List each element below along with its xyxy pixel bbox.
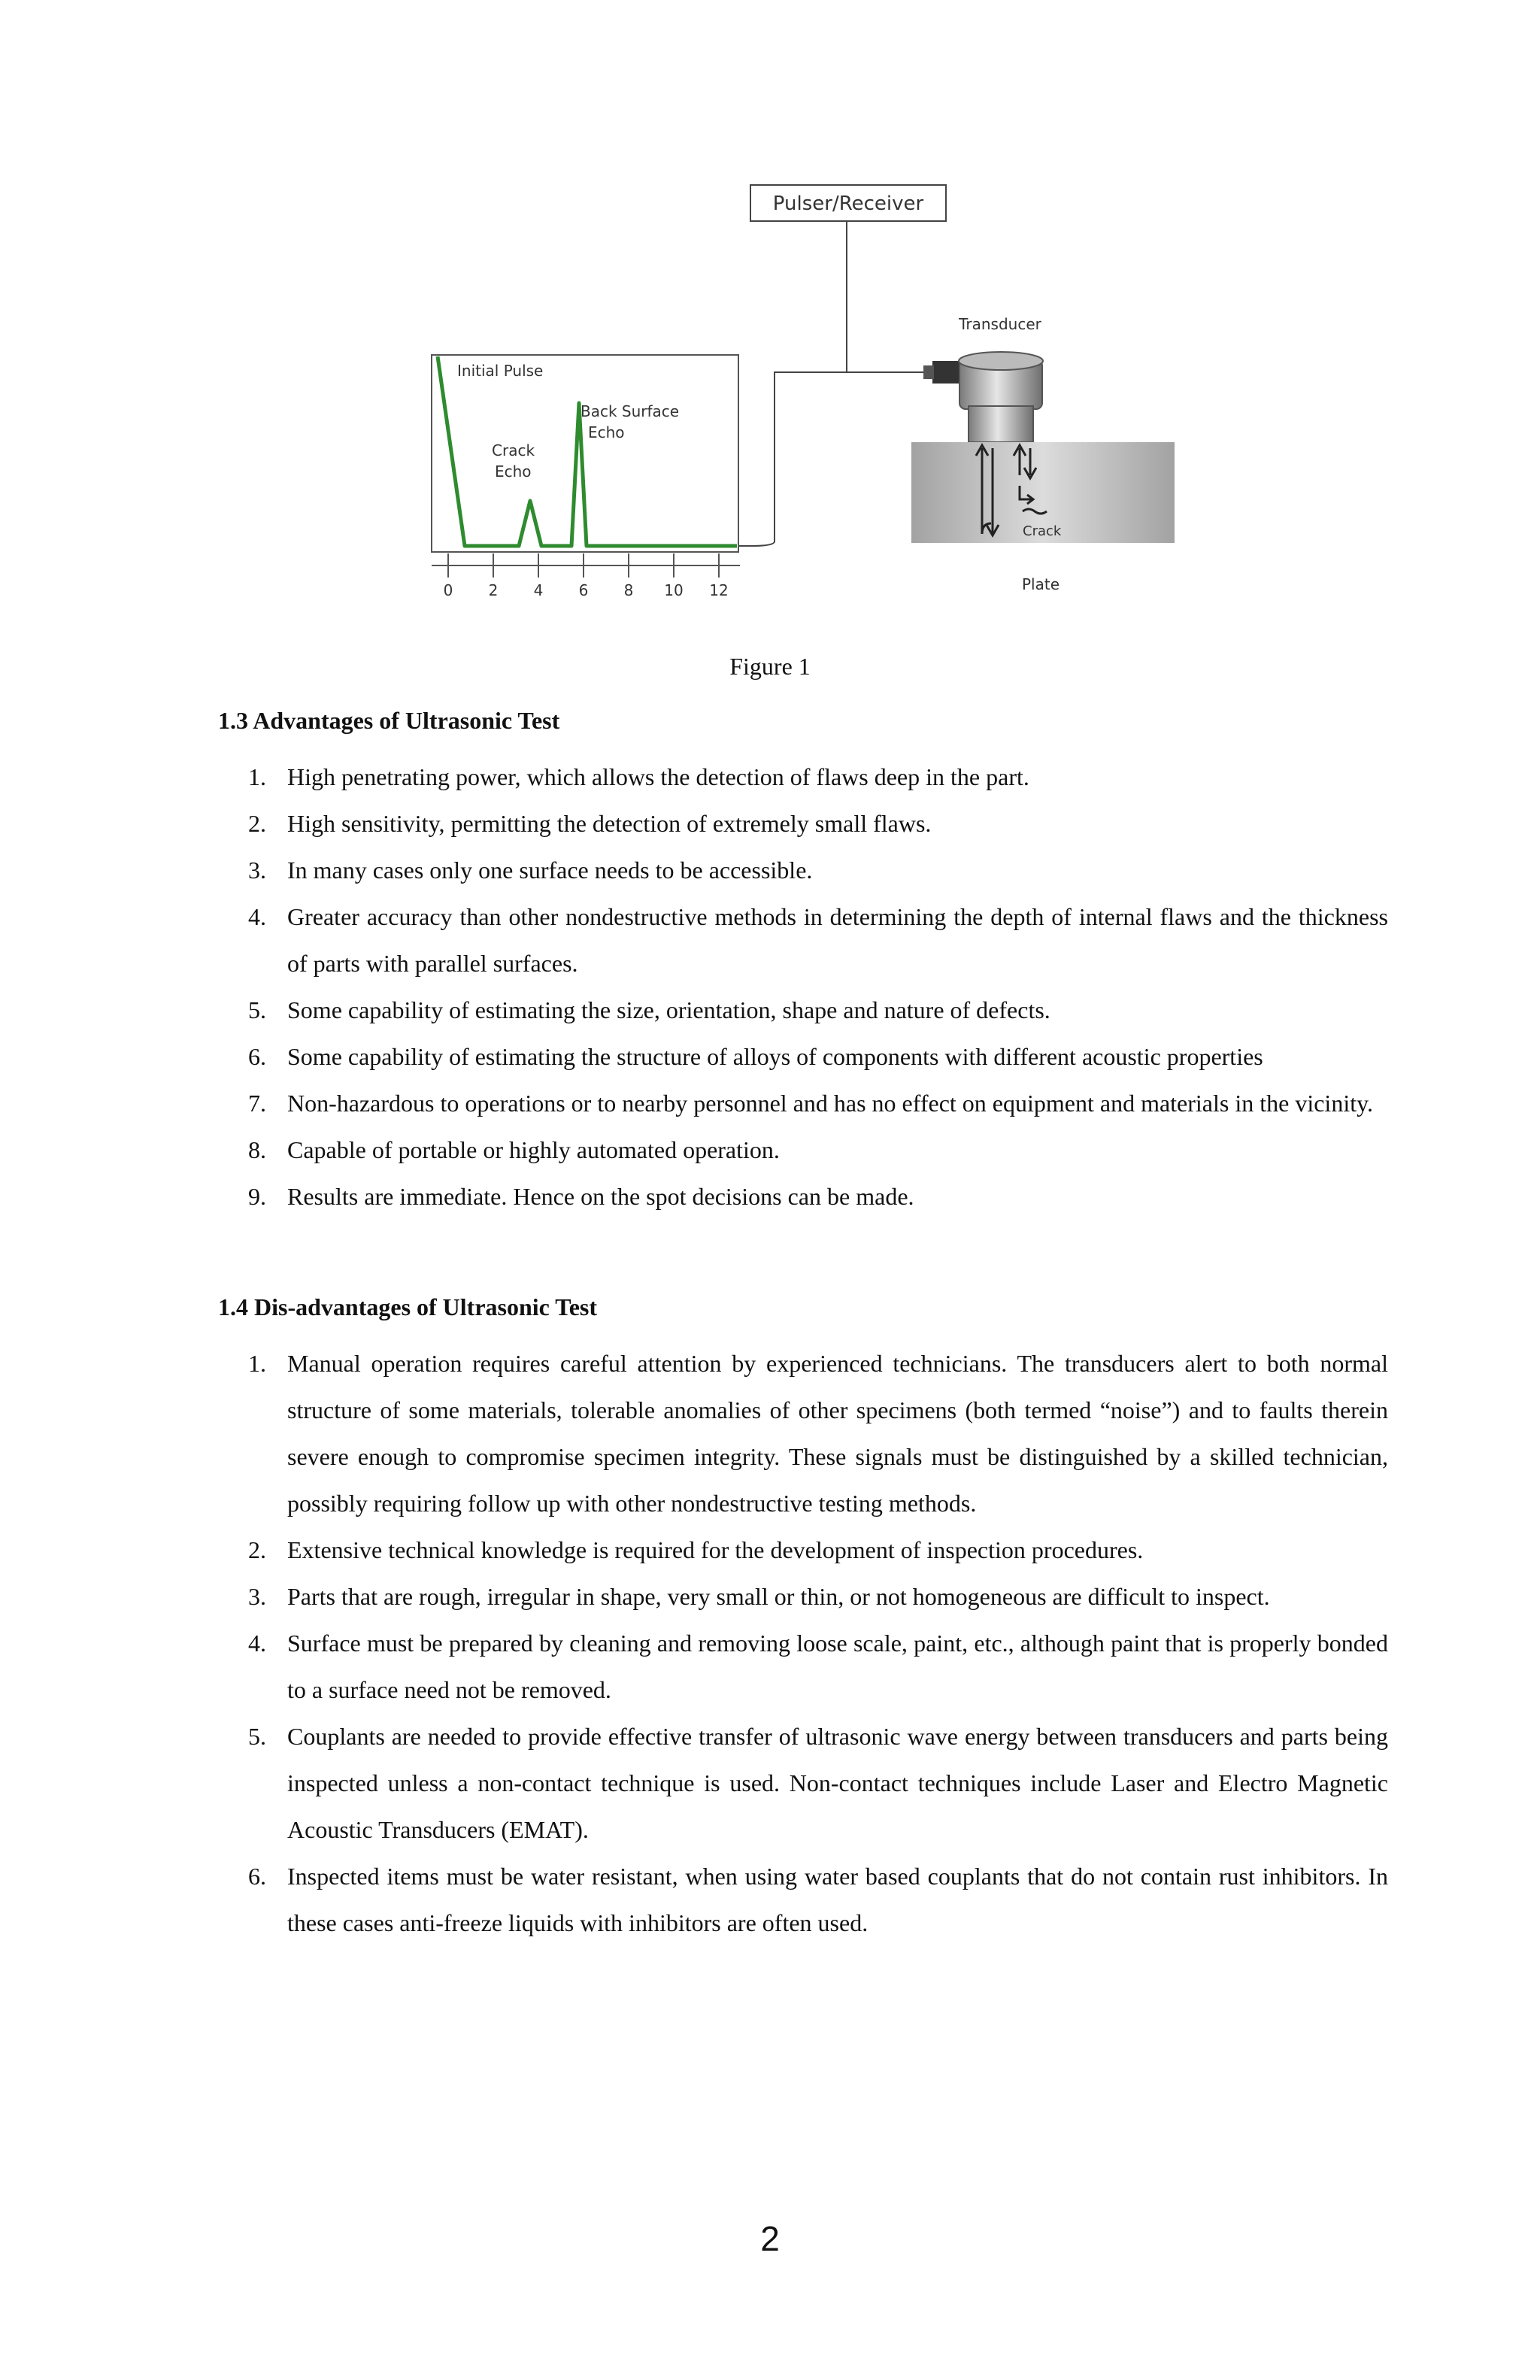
list-item: 9. Results are immediate. Hence on the spot decisions can be made.: [248, 1183, 914, 1210]
initial-pulse-label: Initial Pulse: [457, 362, 544, 380]
list-item: 2. Extensive technical knowledge is required for the development of inspection procedures.: [248, 1536, 1144, 1563]
crack-echo-label-1: Crack: [492, 441, 535, 459]
transducer: [923, 315, 1043, 442]
cable: [737, 221, 847, 546]
pulser-receiver-label: Pulser/Receiver: [772, 193, 924, 215]
plate: [911, 442, 1175, 593]
back-surface-label-2: Echo: [588, 423, 625, 441]
tick-label-2: 2: [488, 581, 499, 599]
list-item: 5. Some capability of estimating the size, orientation, shape and nature of defects.: [248, 996, 1050, 1023]
list-item: 2. High sensitivity, permitting the detection of extremely small flaws.: [248, 810, 932, 837]
tick-label-12: 12: [709, 581, 729, 599]
transducer-label: Transducer: [959, 315, 1041, 333]
time-axis: [432, 553, 740, 599]
list-item: 6. Some capability of estimating the structure of alloys of components with different acoustic properties: [248, 1043, 1263, 1070]
figure-caption: Figure 1: [729, 653, 811, 680]
advantages-list: [218, 753, 1388, 1220]
list-item: 3. Parts that are rough, irregular in shape, very small or thin, or not homogeneous are difficult to inspect.: [248, 1583, 1270, 1610]
list-item: 7. Non-hazardous to operations or to nearby personnel and has no effect on equipment and materials in the vicinity.: [248, 1090, 1374, 1117]
plate-label: Plate: [1021, 575, 1060, 593]
crack-label: Crack: [1023, 523, 1062, 539]
crack-echo-label-2: Echo: [495, 462, 532, 481]
disadvantages-heading: 1.4 Dis-advantages of Ultrasonic Test: [218, 1293, 598, 1320]
tick-label-0: 0: [443, 581, 453, 599]
list-item: 1. Manual operation requires careful attention by experienced technicians. The transducers alert to both normal structure of some materials, tolerable anomalies of other specimens (both termed “noise”) and to faults therein severe enough to compromise specimen integrity. These signals must be distinguished by a skilled technician, possibly requiring follow up with other nondestructive testing methods.: [248, 1350, 1388, 1517]
oscilloscope-screen: [432, 355, 738, 552]
pulser-receiver-box: [750, 185, 946, 221]
tick-label-8: 8: [623, 581, 634, 599]
advantages-heading: 1.3 Advantages of Ultrasonic Test: [218, 707, 560, 734]
list-item: 3. In many cases only one surface needs to be accessible.: [248, 856, 813, 884]
list-item: 1. High penetrating power, which allows the detection of flaws deep in the part.: [248, 763, 1029, 790]
disadvantages-list: [218, 1340, 1388, 1946]
list-item: 4. Greater accuracy than other nondestructive methods in determining the depth of internal flaws and the thickness of parts with parallel surfaces.: [248, 903, 1388, 977]
ultrasonic-test-figure: [421, 180, 1188, 609]
list-item: 5. Couplants are needed to provide effective transfer of ultrasonic wave energy between transducers and parts being inspected unless a non-contact technique is used. Non-contact techniques include Laser and Electro Magnetic Acoustic Transducers (EMAT).: [248, 1723, 1388, 1843]
list-item: 8. Capable of portable or highly automated operation.: [248, 1136, 780, 1163]
tick-label-4: 4: [533, 581, 544, 599]
tick-label-6: 6: [578, 581, 589, 599]
list-item: 4. Surface must be prepared by cleaning and removing loose scale, paint, etc., although paint that is properly bonded to a surface need not be removed.: [248, 1630, 1388, 1703]
list-item: 6. Inspected items must be water resistant, when using water based couplants that do not contain rust inhibitors. In these cases anti-freeze liquids with inhibitors are often used.: [248, 1863, 1388, 1936]
back-surface-label-1: Back Surface: [581, 402, 680, 420]
tick-label-10: 10: [664, 581, 684, 599]
page-number: 2: [760, 2219, 780, 2258]
